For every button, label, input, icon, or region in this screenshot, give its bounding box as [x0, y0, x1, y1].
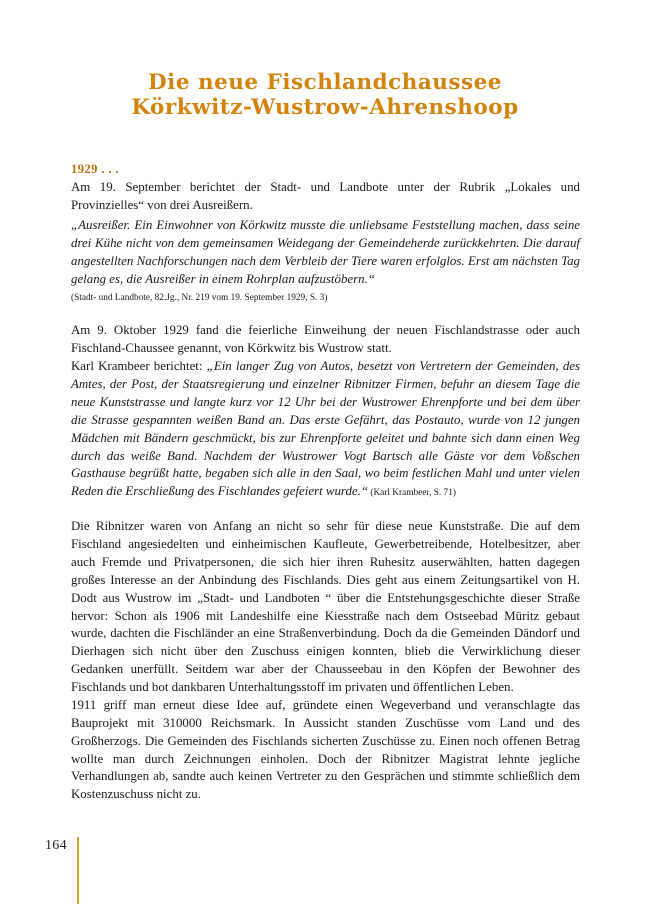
spacer [71, 305, 580, 322]
paragraph-2-text: Am 9. Oktober 1929 fand die feierliche Einweihung der neuen Fischlandstrasse oder auch Fischland-Chaussee genannt, von Körkwitz bis Wustrow statt. [71, 323, 580, 356]
quote-block-1-text: „Ausreißer. Ein Einwohner von Körkwitz musste die unliebsame Feststellung machen, dass seine drei Kühe nicht von dem gemeinsamen Weidegang der Gemeindeherde zurückkehrten. Die darauf angestellten Nachforschungen nach dem Verbleib der Tiere waren erfolglos. Erst am nächsten Tag gelang es, die Ausreißer in einem Rohrplan aufzustöbern.“ [71, 218, 580, 287]
quote-1-source [71, 292, 580, 305]
quote-2-source: (Karl Krambeer, S. 71) [368, 488, 456, 499]
paragraph-4 [71, 697, 580, 804]
title-line-primary: Die neue Fischlandchaussee [148, 70, 502, 95]
footer-accent-rule [77, 837, 79, 904]
year-heading: 1929 . . . [71, 162, 120, 176]
quote-2-attribution: Karl Krambeer berichtet: [71, 359, 207, 374]
intro-paragraph [71, 179, 580, 215]
text-column [71, 162, 580, 804]
quote-1-source-text: (Stadt- und Landbote, 82.Jg., Nr. 219 vom 19. September 1929, S. 3) [71, 292, 328, 303]
paragraph-4-text: 1911 griff man erneut diese Idee auf, gründete einen Wegeverband und veranschlagte das Bauprojekt mit 310000 Reichsmark. In Aussicht standen Zuschüsse vom Land und des Großherzogs. Die Gemeinden des Fischlands sicherten Zuschüsse zu. Einen noch offenen Betrag wollte man durch Zeichnungen einholen. Doch der Ribnitzer Magistrat lehnte jegliche Verhandlungen ab, sandte auch keinen Vertreter zu den Gesprächen und stimmte schließlich dem Kostenzuschuss nicht zu. [71, 697, 580, 802]
paragraph-2 [71, 322, 580, 358]
paragraph-3-text: Die Ribnitzer waren von Anfang an nicht so sehr für diese neue Kunststraße. Die auf dem Fischland angesiedelten und einheimischen Kaufleute, Gewerbetreibende, Hotelbesitzer, aber auch Fremde und Privatpersonen, die sich hier ihren Ruhesitz auserwählten, hatten dagegen großes Interesse an der Anbindung des Fischlands. Dies geht aus einem Zeitungsartikel von H. Dodt aus Wustrow im „Stadt- und Landboten “ über die Entstehungsgeschichte dieser Straße hervor: Schon als 1906 mit Landeshilfe eine Kiesstraße nach dem Ostseebad Müritz gebaut wurde, dachten die Fischländer an eine Straßenverbindung. Doch da die Gemeinden Dändorf und Dierhagen sich nicht über den Zuschuss einigen konnten, blieb die Verwirklichung dieser Gedanken unerfüllt. Seitdem war aber der Chausseebau in den Köpfen der Bewohner des Fischlands und bot dankbaren Unterhaltungsstoff im privaten und öffentlichen Leben. [71, 519, 580, 695]
quote-block-2 [71, 358, 580, 501]
paragraph-3 [71, 518, 580, 697]
quote-block-1 [71, 217, 580, 289]
spacer [71, 501, 580, 518]
quote-block-2-text: „Ein langer Zug von Autos, besetzt von Vertretern der Gemeinden, des Amtes, der Post, der Staatsregierung und einzelner Ribnitzer Firmen, befuhr an diesem Tage die neue Kunststrasse und langte kurz vor 12 Uhr bei der Wustrower Ehrenpforte und bei dem über die Strasse gespannten weißen Band an. Das erste Gefährt, das Postauto, wurde von 12 jungen Mädchen mit Bändern geschmückt, bis zur Ehrenpforte geleitet und bahnte sich dann einen Weg durch das weiße Band. Nachdem der Wustrower Vogt Bartsch alle Gäste vor dem Voßschen Gasthause begrüßt hatte, begaben sich alle in den Saal, wo beim festlichen Mahl und unter vielen Reden die Erschließung des Fischlandes gefeiert wurde.“ [71, 359, 580, 499]
title-line-secondary: Körkwitz-Wustrow-Ahrenshoop [131, 94, 519, 120]
page-number: 164 [45, 838, 67, 853]
intro-paragraph-text: Am 19. September berichtet der Stadt- und Landbote unter der Rubrik „Lokales und Provinzielles“ von drei Ausreißern. [71, 179, 580, 212]
page-title [0, 72, 650, 119]
